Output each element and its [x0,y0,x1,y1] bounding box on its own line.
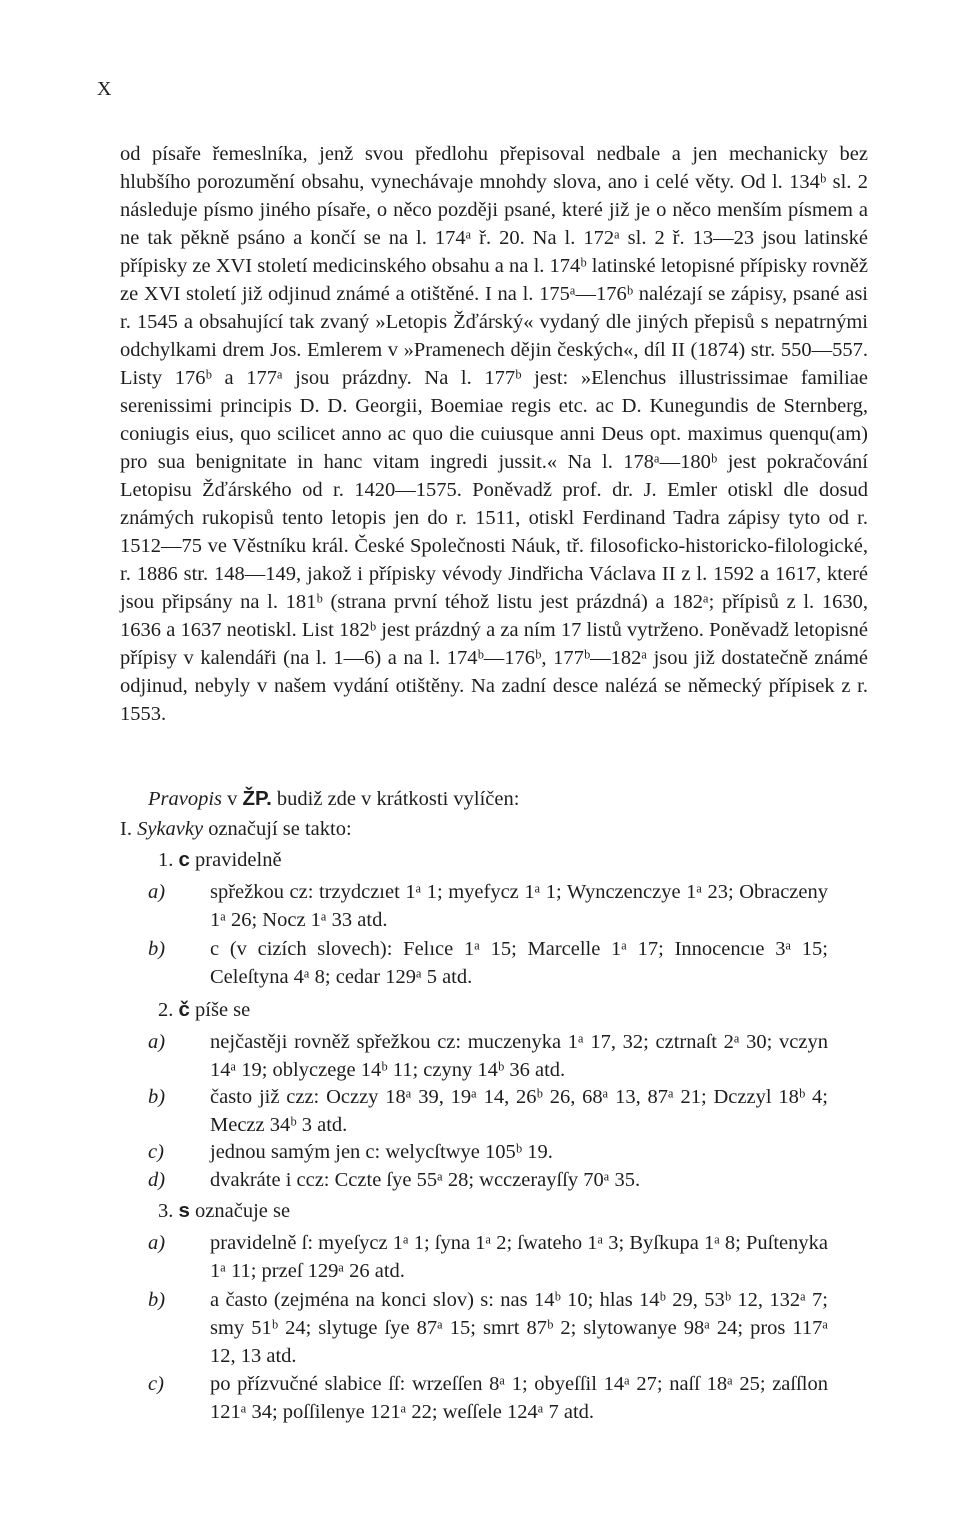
paragraph-text: od písaře řemeslníka, jenž svou předlohu přepisoval nedbale a jen mechanicky bez hlubšího porozumění obsahu, vynechávaje mnohdy slova, ano i celé věty. Od l. 134ᵇ sl. 2 následuje písmo jiného písaře, o něco později psané, které již je o něco menším písmem a ne tak pěkně psáno a končí se na l. 174ᵃ ř. 20. Na l. 172ᵃ sl. 2 ř. 13—23 jsou latinské přípisky ze XVI století medicinského obsahu a na l. 174ᵇ latinské letopisné přípisky rovněž ze XVI století již odjinud známé a otištěné. I na l. 175ᵃ—176ᵇ nalézají se zápisy, psané asi r. 1545 a obsahující tak zvaný »Letopis Žďárský« vydaný dle jiných přepisů s nepatrnými odchylkami drem Jos. Emlerem v »Pramenech dějin českých«, díl II (1874) str. 550—557. Listy 176ᵇ a 177ᵃ jsou prázdny. Na l. 177ᵇ jest: »Elenchus illustrissimae familiae serenissimi principis D. D. Georgii, Boemiae regis etc. ac D. Kunegundis de Sternberg, coniugis eius, quo scilicet anno ac quo die cuiusque anni Deus opt. maximus quenqu(am) pro sua benignitate in hanc vitam ingredi jussit.« Na l. 178ᵃ—180ᵇ jest pokračování Letopisu Žďárského od r. 1420—1575. Poněvadž prof. dr. J. Emler otiskl dle dosud známých rukopisů tento letopis jen do r. 1511, otiskl Ferdinand Tadra zápisy tyto od r. 1512—75 ve Věstníku král. České Společnosti Náuk, tř. filosoficko-historicko-filologické, r. 1886 str. 148—149, jakož i přípisky vévody Jindřicha Václava II z l. 1592 a 1617, které jsou připsány na l. 181ᵇ (strana první téhož listu jest prázdná) a 182ᵃ; přípisů z l. 1630, 1636 a 1637 neotiskl. List 182ᵇ jest prázdný a za ním 17 listů vytrženo. Poněvadž letopisné přípisy v kalendáři (na l. 1—6) a na l. 174ᵇ—176ᵇ, 177ᵇ—182ᵃ jsou již dostatečně známé odjinud, nebyly v našem vydání otištěny. Na zadní desce nalézá se německý přípisek z r. 1553. [120,143,868,725]
list-item [148,1028,828,1084]
subsection-letter: s [178,1199,190,1222]
heading-title: Pravopis [148,788,223,810]
list-item [148,1166,828,1194]
list-item [148,1370,828,1426]
intro-paragraph [120,140,868,728]
section-title: Sykavky [137,818,204,840]
heading-rest: budiž zde v krátkosti vylíčen: [271,788,520,810]
item-text: a často (zejména na konci slov) s: nas 14ᵇ 10; hlas 14ᵇ 29, 53ᵇ 12, 132ᵃ 7; smy 51ᵇ 24; slytuge ſye 87ᵃ 15; smrt 87ᵇ 2; slytowanye 98ᵃ 24; pros 117ᵃ 12, 13 atd. [210,1289,828,1367]
item-key: a) [148,1031,166,1053]
item-key: d) [148,1169,166,1191]
subsection-rest: označuje se [189,1200,291,1222]
subsection-2-heading [158,996,250,1024]
subsection-letter: č [178,998,190,1021]
item-text: nejčastěji rovněž spřežkou cz: muczenyka 1ᵃ 17, 32; cztrnaſt 2ᵃ 30; vczyn 14ᵃ 19; oblyczege 14ᵇ 11; czyny 14ᵇ 36 atd. [210,1031,828,1081]
subsection-number: 3. [158,1200,174,1222]
subsection-rest: pravidelně [189,849,282,871]
list-item [148,1286,828,1370]
section-i-heading [120,815,352,843]
list-item [148,1138,828,1166]
item-text: dvakráte i ccz: Cczte ſye 55ᵃ 28; wcczerayſſy 70ᵃ 35. [210,1169,641,1191]
item-key: b) [148,938,166,960]
section-number: I. [120,818,132,840]
item-text: po přízvučné slabice ſſ: wrzeſſen 8ᵃ 1; obyeſſil 14ᵃ 27; naſſ 18ᵃ 25; zaſſlon 121ᵃ 34; poſſilenye 121ᵃ 22; weſſele 124ᵃ 7 atd. [210,1373,828,1423]
heading-code: ŽP. [242,787,272,810]
list-item [148,878,828,934]
item-key: a) [148,1232,166,1254]
list-item [148,935,828,991]
page-number: X [97,78,112,100]
subsection-letter: c [178,848,190,871]
item-key: c) [148,1373,164,1395]
subsection-1-heading [158,846,282,874]
subsection-number: 1. [158,849,174,871]
subsection-number: 2. [158,999,174,1021]
item-key: a) [148,881,166,903]
subsection-3-heading [158,1197,290,1225]
orthography-heading [148,785,519,813]
list-item [148,1229,828,1285]
item-key: c) [148,1141,164,1163]
item-text: c (v cizích slovech): Felıce 1ᵃ 15; Marcelle 1ᵃ 17; Innocencıe 3ᵃ 15; Celeſtyna 4ᵃ 8; cedar 129ᵃ 5 atd. [210,938,828,988]
item-key: b) [148,1086,166,1108]
list-item [148,1083,828,1139]
item-text: jednou samým jen c: welycſtwye 105ᵇ 19. [210,1141,553,1163]
section-rest: označují se takto: [203,818,352,840]
item-key: b) [148,1289,166,1311]
subsection-rest: píše se [189,999,251,1021]
item-text: spřežkou cz: trzydczıet 1ᵃ 1; myefycz 1ᵃ 1; Wynczenczye 1ᵃ 23; Obraczeny 1ᵃ 26; Nocz 1ᵃ 33 atd. [210,881,828,931]
item-text: pravidelně ſ: myeſycz 1ᵃ 1; ſyna 1ᵃ 2; ſwateho 1ᵃ 3; Byſkupa 1ᵃ 8; Puſtenyka 1ᵃ 11; przeſ 129ᵃ 26 atd. [210,1232,828,1282]
item-text: často již czz: Oczzy 18ᵃ 39, 19ᵃ 14, 26ᵇ 26, 68ᵃ 13, 87ᵃ 21; Dczzyl 18ᵇ 4; Meczz 34ᵇ 3 atd. [210,1086,828,1136]
heading-mid: v [222,788,243,810]
